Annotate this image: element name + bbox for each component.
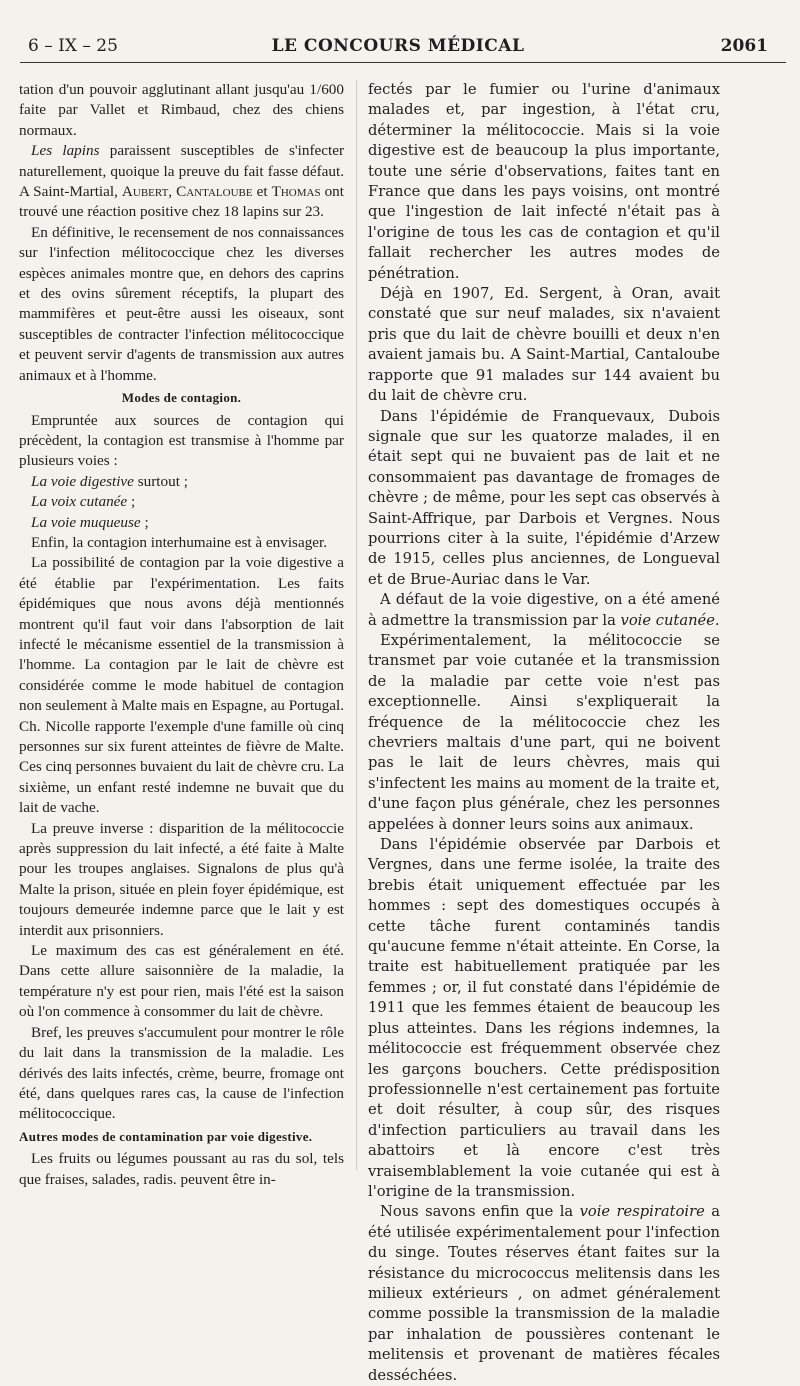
column-divider [356, 80, 357, 1170]
paragraph: tation d'un pouvoir agglutinant allant jusqu'au 1/600 faite par Vallet et Rimbaud, chez des chiens normaux. [19, 81, 344, 139]
list-item: La voie digestive surtout ; [31, 472, 188, 490]
section-heading: Autres modes de contamination par voie digestive. [19, 1128, 313, 1144]
paragraph: Empruntée aux sources de contagion qui précèdent, la contagion est transmise à l'homme par plusieurs voies : [19, 411, 344, 470]
paragraph: En définitive, le recensement de nos connaissances sur l'infection mélitococcique chez les diverses espèces animales montre que, en dehors des caprins et des ovins sûrement réceptifs, la plupart des mammifères et peut-être aussi les oiseaux, sont susceptibles de contracter l'infection mélitococcique et peuvent servir d'agents de transmission aux autres animaux et à l'homme. [19, 223, 344, 384]
list-item: La voix cutanée ; [31, 493, 136, 511]
paragraph: Dans l'épidémie de Franquevaux, Dubois signale que sur les quatorze malades, il en était sept qui ne buvaient pas de lait et ne consommaient pas davantage de fromages de chèvre ; de même, pour les sept cas observés à Saint-Affrique, par Darbois et Vergnes. Nous pourrions citer à la suite, l'épidémie d'Arzew de 1915, celles plus anciennes, de Longueval et de Brue-Auriac dans le Var. [368, 407, 720, 588]
list-item: La voie muqueuse ; [31, 513, 149, 531]
paragraph: La preuve inverse : disparition de la mélitococcie après suppression du lait infecté, a été faite à Malte pour les troupes anglaises. Signalons de plus qu'à Malte la prison, située en plein foyer épidémique, est toujours demeurée indemne parce que le lait y est interdit aux prisonniers. [19, 819, 344, 939]
paragraph: Dans l'épidémie observée par Darbois et Vergnes, dans une ferme isolée, la traite des brebis était uniquement effectuée par les hommes : sept des domestiques occupés à cette tâche furent contaminés tandis qu'aucune femme n'était atteinte. En Corse, la traite est habituellement pratiquée par les femmes ; or, il fut constaté dans l'épidémie de 1911 que les femmes étaient de beaucoup les plus atteintes. Dans les régions indemnes, la mélitococcie est fréquemment observée chez les garçons bouchers. Cette prédisposition professionnelle n'est certainement pas fortuite et doit résulter, à coup sûr, des risques d'infection particuliers au travail dans les abattoirs et là encore c'est très vraisemblablement la voie cutanée qui est à l'origine de la transmission. [368, 836, 720, 1200]
paragraph: Le maximum des cas est généralement en été. Dans cette allure saisonnière de la maladie, la température n'y est pour rien, mais l'été est la saison où l'on commence à consommer du lait de chèvre. [19, 942, 344, 1021]
paragraph-lapins: Les lapins paraissent susceptibles de s'infecter naturellement, quoique la preuve du fait fasse défaut. A Saint-Martial, Aubert, Cantaloube et Thomas ont trouvé une réaction positive chez 18 lapins sur 23. [19, 142, 344, 221]
header-rule [20, 62, 786, 63]
left-column [19, 80, 344, 1190]
page-header [28, 36, 768, 62]
section-heading: Modes de contagion. [121, 390, 242, 406]
paragraph: La possibilité de contagion par la voie digestive a été établie par l'expérimentation. Les faits épidémiques que nous avons déjà mentionnés montrent qu'il faut voir dans l'absorption de lait infecté le mécanisme essentiel de la transmission à l'homme. La contagion par le lait de chèvre est considérée comme le mode habituel de contagion non seulement à Malte mais en Espagne, au Portugal. Ch. Nicolle rapporte l'exemple d'une famille où cinq personnes sur six furent atteintes de fièvre de Malte. Ces cinq personnes buvaient du lait de chèvre cru. La sixième, un enfant resté indemne ne buvait que du lait de vache. [19, 554, 344, 817]
paragraph-cutanee: A défaut de la voie digestive, on a été amené à admettre la transmission par la voie cutanée. [368, 591, 720, 629]
paragraph-respiratoire: Nous savons enfin que la voie respiratoire a été utilisée expérimentalement pour l'infection du singe. Toutes réserves étant faites sur la résistance du micrococcus melitensis dans les milieux extérieurs , on admet généralement comme possible la transmission de la maladie par inhalation de poussières contenant le melitensis et provenant de matières fécales desséchées. [368, 1203, 720, 1384]
paragraph: Les fruits ou légumes poussant au ras du sol, tels que fraises, salades, radis. peuvent être in- [19, 1150, 344, 1188]
paragraph: fectés par le fumier ou l'urine d'animaux malades et, par ingestion, à l'état cru, déterminer la mélitococcie. Mais si la voie digestive est de beaucoup la plus importante, toute une série d'observations, faites tant en France que dans les pays voisins, ont montré que l'ingestion de lait infecté n'était pas à l'origine de tous les cas de contagion et qu'il fallait rechercher les autres modes de pénétration. [368, 81, 720, 282]
page-number: 2061 [720, 36, 768, 56]
paragraph: Déjà en 1907, Ed. Sergent, à Oran, avait constaté que sur neuf malades, six n'avaient pris que du lait de chèvre bouilli et deux n'en avaient jamais bu. A Saint-Martial, Cantaloube rapporte que 91 malades sur 144 avaient bu du lait de chèvre cru. [368, 285, 720, 405]
paragraph: Bref, les preuves s'accumulent pour montrer le rôle du lait dans la transmission de la maladie. Les dérivés des laits infectés, crème, beurre, fromage ont été, dans quelques rares cas, la cause de l'infection mélitococcique. [19, 1023, 344, 1123]
paragraph: Expérimentalement, la mélitococcie se transmet par voie cutanée et la transmission de la maladie par cette voie n'est pas exceptionnelle. Ainsi s'expliquerait la fréquence de la mélitococcie chez les chevriers maltais d'une part, qui ne boivent pas le lait de leurs chèvres, mais qui s'infectent les mains au moment de la traite et, d'une façon plus générale, chez les personnes appelées à donner leurs soins aux animaux. [368, 631, 720, 833]
journal-title: LE CONCOURS MÉDICAL [271, 36, 525, 56]
right-column [368, 80, 720, 1386]
issue-date: 6 – IX – 25 [28, 36, 118, 56]
paragraph: Enfin, la contagion interhumaine est à envisager. [31, 533, 328, 551]
